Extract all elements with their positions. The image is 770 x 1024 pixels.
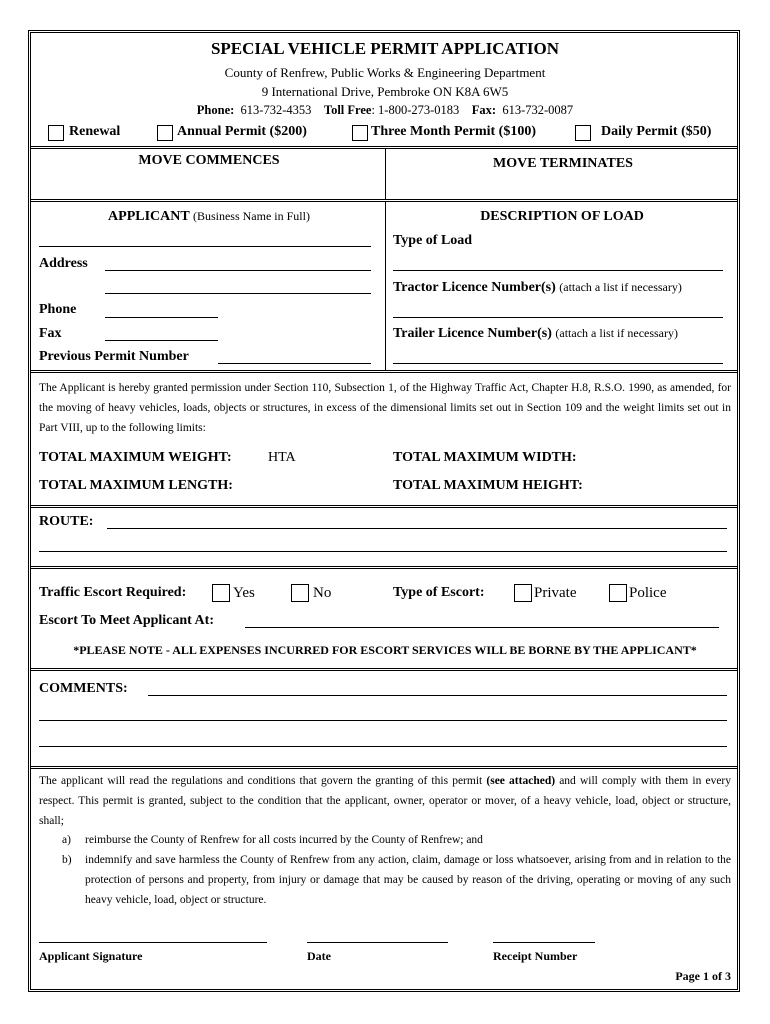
divider bbox=[31, 668, 737, 671]
comments-field-line-3[interactable] bbox=[39, 746, 727, 747]
divider bbox=[31, 146, 737, 149]
load-heading: DESCRIPTION OF LOAD bbox=[480, 209, 644, 224]
escort-yes-checkbox[interactable] bbox=[212, 584, 230, 602]
move-terminates-field[interactable] bbox=[388, 175, 736, 198]
previous-permit-field[interactable] bbox=[218, 363, 371, 364]
permission-text: The Applicant is hereby granted permission under Section 110, Subsection 1, of the Highway Traffic Act, Chapter H.8, R.S.O. 1990, as amended, for the moving of heavy vehicles, loads, objects or structures, in excess of the dimensional limits set out in Section 109 and the weight limits set out in Part VIII, up to the following limits: bbox=[39, 382, 731, 434]
applicant-heading-note: (Business Name in Full) bbox=[192, 209, 310, 223]
terms-see-attached: (see attached) bbox=[486, 775, 556, 787]
term-a-text: reimburse the County of Renfrew for all costs incurred by the County of Renfrew; and bbox=[85, 834, 483, 846]
max-width-label: TOTAL MAXIMUM WIDTH: bbox=[393, 450, 577, 465]
escort-private-checkbox[interactable] bbox=[514, 584, 532, 602]
previous-permit-label: Previous Permit Number bbox=[39, 349, 189, 364]
comments-label: COMMENTS: bbox=[39, 681, 128, 696]
move-terminates-label: MOVE TERMINATES bbox=[493, 156, 633, 171]
tollfree-label: Toll Free bbox=[323, 103, 372, 117]
escort-private-label: Private bbox=[534, 585, 577, 601]
applicant-heading-text: APPLICANT bbox=[108, 209, 190, 224]
divider bbox=[31, 505, 737, 508]
applicant-signature-field[interactable] bbox=[39, 942, 267, 943]
receipt-number-field[interactable] bbox=[493, 942, 595, 943]
escort-police-label: Police bbox=[629, 585, 667, 601]
escort-meet-field[interactable] bbox=[245, 627, 719, 628]
three-month-permit-label: Three Month Permit ($100) bbox=[371, 124, 536, 139]
type-of-load-field[interactable] bbox=[393, 270, 723, 271]
terms-intro-text-2: and will comply with them in every respect. This permit is granted, subject to the condition that the applicant, owner, operator or mover, of a heavy vehicle, load, object or structure, shall; bbox=[39, 775, 732, 827]
date-label: Date bbox=[307, 949, 331, 963]
business-name-field[interactable] bbox=[39, 246, 371, 247]
divider bbox=[31, 199, 737, 202]
max-weight-value: HTA bbox=[268, 450, 296, 465]
comments-field-line-1[interactable] bbox=[148, 695, 727, 696]
applicant-signature-label: Applicant Signature bbox=[39, 949, 143, 963]
trailer-licence-field[interactable] bbox=[393, 363, 723, 364]
move-commences-field[interactable] bbox=[34, 172, 384, 198]
move-divider bbox=[385, 149, 386, 199]
renewal-checkbox[interactable] bbox=[48, 125, 64, 141]
max-length-label: TOTAL MAXIMUM LENGTH: bbox=[39, 478, 233, 493]
applicant-heading bbox=[34, 209, 384, 225]
divider bbox=[31, 566, 737, 569]
divider bbox=[31, 766, 737, 769]
tractor-licence-field[interactable] bbox=[393, 317, 723, 318]
type-of-load-label: Type of Load bbox=[393, 233, 473, 248]
term-b-text: indemnify and save harmless the County of Renfrew from any action, claim, damage or loss whatsoever, arising from and in relation to the protection of persons and property, from injury or damage that may be caused by reason of the driving, operating or moving of any such heavy vehicle, load, object or structure. bbox=[85, 854, 731, 906]
date-field[interactable] bbox=[307, 942, 448, 943]
move-commences-label: MOVE COMMENCES bbox=[138, 153, 280, 168]
max-weight-label: TOTAL MAXIMUM WEIGHT: bbox=[39, 450, 232, 465]
daily-permit-checkbox[interactable] bbox=[575, 125, 591, 141]
term-a-marker: a) bbox=[62, 834, 71, 846]
renewal-label: Renewal bbox=[69, 124, 121, 139]
department-name: County of Renfrew, Public Works & Engineering Department bbox=[224, 65, 546, 80]
address-label: Address bbox=[39, 256, 88, 271]
terms-intro bbox=[39, 771, 731, 831]
terms-intro-text-1: The applicant will read the regulations and conditions that govern the granting of this permit bbox=[39, 775, 483, 787]
term-b-marker: b) bbox=[62, 854, 72, 866]
form-title: SPECIAL VEHICLE PERMIT APPLICATION bbox=[210, 39, 560, 58]
escort-no-checkbox[interactable] bbox=[291, 584, 309, 602]
tractor-licence-text: Tractor Licence Number(s) bbox=[393, 280, 556, 295]
phone-label: Phone: bbox=[196, 103, 235, 117]
tractor-licence-label bbox=[393, 280, 682, 296]
max-height-label: TOTAL MAXIMUM HEIGHT: bbox=[393, 478, 583, 493]
trailer-licence-label bbox=[393, 326, 678, 342]
escort-required-label: Traffic Escort Required: bbox=[39, 585, 187, 600]
divider bbox=[31, 370, 737, 373]
escort-no-label: No bbox=[313, 585, 332, 601]
escort-police-checkbox[interactable] bbox=[609, 584, 627, 602]
fax-field-label: Fax bbox=[39, 326, 62, 341]
trailer-licence-note: (attach a list if necessary) bbox=[555, 326, 678, 340]
tollfree-number: : 1-800-273-0183 bbox=[371, 103, 460, 117]
phone-field[interactable] bbox=[105, 317, 218, 318]
phone-number: 613-732-4353 bbox=[240, 103, 312, 117]
fax-number: 613-732-0087 bbox=[502, 103, 574, 117]
receipt-number-label: Receipt Number bbox=[493, 949, 578, 963]
three-month-permit-checkbox[interactable] bbox=[352, 125, 368, 141]
escort-yes-label: Yes bbox=[233, 585, 255, 601]
fax-label: Fax: bbox=[471, 103, 497, 117]
address-field-line-2[interactable] bbox=[105, 293, 371, 294]
trailer-licence-text: Trailer Licence Number(s) bbox=[393, 326, 552, 341]
address-field-line-1[interactable] bbox=[105, 270, 371, 271]
phone-field-label: Phone bbox=[39, 302, 77, 317]
department-address: 9 International Drive, Pembroke ON K8A 6W5 bbox=[261, 84, 509, 99]
fax-field[interactable] bbox=[105, 340, 218, 341]
route-field-line-1[interactable] bbox=[107, 528, 727, 529]
escort-meet-label: Escort To Meet Applicant At: bbox=[39, 613, 214, 628]
annual-permit-checkbox[interactable] bbox=[157, 125, 173, 141]
page-number: Page 1 of 3 bbox=[675, 969, 731, 983]
route-label: ROUTE: bbox=[39, 514, 94, 529]
route-field-line-2[interactable] bbox=[39, 551, 727, 552]
applicant-divider bbox=[385, 202, 386, 370]
contact-line bbox=[30, 103, 740, 118]
annual-permit-label: Annual Permit ($200) bbox=[177, 124, 307, 139]
tractor-licence-note: (attach a list if necessary) bbox=[559, 280, 682, 294]
escort-type-label: Type of Escort: bbox=[393, 585, 485, 600]
escort-expense-note: *PLEASE NOTE - ALL EXPENSES INCURRED FOR ESCORT SERVICES WILL BE BORNE BY THE APPLICANT* bbox=[73, 643, 697, 657]
comments-field-line-2[interactable] bbox=[39, 720, 727, 721]
daily-permit-label: Daily Permit ($50) bbox=[601, 124, 712, 139]
